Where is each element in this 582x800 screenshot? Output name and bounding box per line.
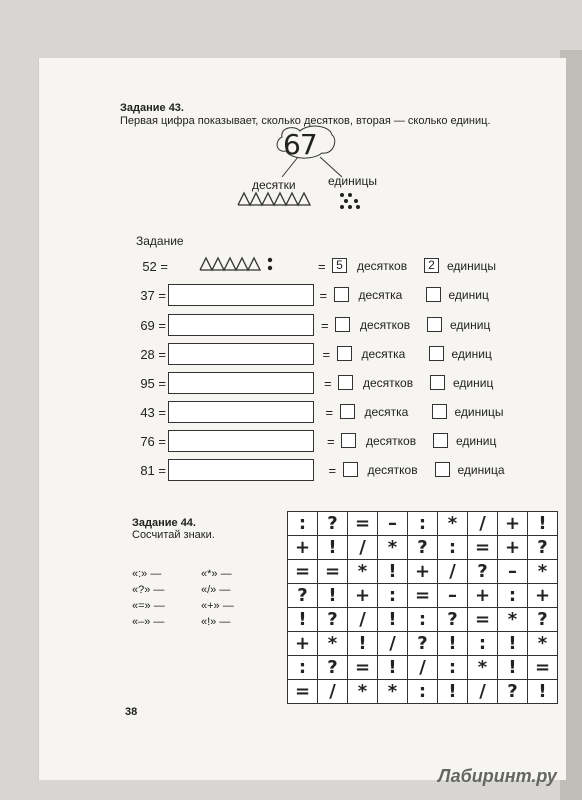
grid-cell: ! bbox=[348, 632, 378, 656]
grid-cell: ? bbox=[438, 608, 468, 632]
grid-cell: : bbox=[498, 584, 528, 608]
tens-answer-box[interactable] bbox=[334, 287, 349, 302]
units-answer-box[interactable] bbox=[430, 375, 445, 390]
units-word: единиц bbox=[451, 347, 492, 361]
grid-cell: ! bbox=[438, 632, 468, 656]
tens-word: десятков bbox=[363, 376, 414, 390]
tens-answer-box[interactable] bbox=[338, 375, 353, 390]
grid-cell: ? bbox=[468, 560, 498, 584]
legend-item: «*» — bbox=[201, 568, 232, 580]
grid-cell: = bbox=[468, 536, 498, 560]
example-tens-units-picture bbox=[198, 254, 288, 274]
equals-sign: = bbox=[324, 376, 332, 391]
tens-answer-box[interactable] bbox=[335, 317, 350, 332]
grid-cell: ? bbox=[528, 608, 558, 632]
units-answer-box[interactable] bbox=[426, 287, 441, 302]
tens-label: десятки bbox=[252, 178, 296, 192]
row-number-label: 81 = bbox=[140, 463, 166, 478]
tens-word: десятка bbox=[364, 405, 409, 419]
answer-field[interactable] bbox=[168, 284, 314, 306]
units-word: единицы bbox=[447, 259, 496, 273]
row-number-label: 95 = bbox=[140, 376, 166, 391]
tens-answer-box[interactable] bbox=[337, 346, 352, 361]
grid-cell: * bbox=[528, 632, 558, 656]
equals-sign: = bbox=[325, 405, 334, 420]
units-answer-box[interactable] bbox=[435, 462, 450, 477]
units-answer-box[interactable] bbox=[433, 433, 448, 448]
legend-item: «+» — bbox=[201, 600, 234, 612]
units-answer-box[interactable] bbox=[427, 317, 442, 332]
grid-cell: ! bbox=[378, 656, 408, 680]
grid-row bbox=[288, 560, 558, 584]
equals-sign: = bbox=[328, 463, 337, 478]
grid-cell: ! bbox=[498, 656, 528, 680]
legend-item: «!» — bbox=[201, 616, 231, 628]
tens-word: десятков bbox=[367, 463, 418, 477]
grid-cell: – bbox=[498, 560, 528, 584]
grid-cell: : bbox=[408, 512, 438, 536]
grid-cell: = bbox=[318, 560, 348, 584]
tens-answer-box[interactable] bbox=[340, 404, 355, 419]
equals-sign: = bbox=[319, 288, 328, 303]
grid-cell: : bbox=[438, 656, 468, 680]
tens-word: десятков bbox=[357, 259, 408, 273]
grid-cell: * bbox=[378, 680, 408, 704]
grid-cell: + bbox=[498, 512, 528, 536]
equals-sign: = bbox=[322, 347, 331, 362]
grid-cell: = bbox=[468, 608, 498, 632]
grid-cell: : bbox=[438, 536, 468, 560]
equals-sign: = bbox=[327, 434, 335, 449]
signs-grid bbox=[287, 511, 558, 704]
grid-row bbox=[288, 656, 558, 680]
grid-cell: = bbox=[348, 512, 378, 536]
grid-cell: ! bbox=[528, 512, 558, 536]
grid-row bbox=[288, 584, 558, 608]
grid-cell: * bbox=[348, 560, 378, 584]
example-diagram bbox=[230, 125, 400, 215]
grid-cell: / bbox=[348, 536, 378, 560]
legend-item: «:» — bbox=[132, 568, 162, 580]
answer-field[interactable] bbox=[168, 343, 314, 365]
units-word: единиц bbox=[450, 318, 491, 332]
grid-cell: + bbox=[528, 584, 558, 608]
grid-cell: * bbox=[498, 608, 528, 632]
example-number: 67 bbox=[283, 128, 317, 161]
row-number-label: 37 = bbox=[140, 288, 166, 303]
grid-cell: ! bbox=[318, 584, 348, 608]
grid-cell: : bbox=[288, 512, 318, 536]
grid-cell: ! bbox=[378, 560, 408, 584]
grid-cell: * bbox=[348, 680, 378, 704]
tens-word: десятка bbox=[361, 347, 406, 361]
grid-cell: + bbox=[288, 536, 318, 560]
units-answer-box[interactable]: 2 bbox=[424, 258, 439, 273]
grid-cell: : bbox=[408, 608, 438, 632]
grid-cell: + bbox=[408, 560, 438, 584]
grid-cell: ! bbox=[378, 608, 408, 632]
grid-cell: / bbox=[318, 680, 348, 704]
grid-row bbox=[288, 536, 558, 560]
grid-cell: / bbox=[348, 608, 378, 632]
grid-row bbox=[288, 512, 558, 536]
grid-cell: ! bbox=[498, 632, 528, 656]
equals-sign: = bbox=[318, 259, 326, 274]
legend-item: «/» — bbox=[201, 584, 231, 596]
grid-cell: / bbox=[468, 680, 498, 704]
grid-cell: ! bbox=[438, 680, 468, 704]
section-label: Задание bbox=[136, 234, 184, 248]
answer-field[interactable] bbox=[168, 314, 314, 336]
grid-cell: + bbox=[288, 632, 318, 656]
grid-cell: ? bbox=[318, 656, 348, 680]
units-word: единица bbox=[457, 463, 505, 477]
grid-cell: ? bbox=[318, 608, 348, 632]
grid-cell: : bbox=[408, 680, 438, 704]
grid-cell: * bbox=[318, 632, 348, 656]
grid-cell: = bbox=[288, 680, 318, 704]
tens-answer-box[interactable]: 5 bbox=[332, 258, 347, 273]
grid-cell: / bbox=[378, 632, 408, 656]
grid-row bbox=[288, 680, 558, 704]
grid-cell: ? bbox=[288, 584, 318, 608]
grid-cell: / bbox=[408, 656, 438, 680]
units-label: единицы bbox=[328, 174, 377, 188]
units-answer-box[interactable] bbox=[429, 346, 444, 361]
tens-answer-box[interactable] bbox=[341, 433, 356, 448]
grid-cell: = bbox=[348, 656, 378, 680]
grid-cell: : bbox=[468, 632, 498, 656]
units-word: единиц bbox=[453, 376, 494, 390]
grid-cell: + bbox=[498, 536, 528, 560]
answer-field[interactable] bbox=[168, 430, 314, 452]
grid-cell: ? bbox=[528, 536, 558, 560]
page-number: 38 bbox=[125, 706, 138, 718]
equals-sign: = bbox=[321, 318, 329, 333]
grid-cell: / bbox=[438, 560, 468, 584]
task44-description: Сосчитай знаки. bbox=[132, 529, 215, 541]
grid-cell: * bbox=[438, 512, 468, 536]
grid-cell: – bbox=[378, 512, 408, 536]
tens-answer-box[interactable] bbox=[343, 462, 358, 477]
watermark: Лабиринт.ру bbox=[438, 766, 557, 786]
row-number-label: 76 = bbox=[140, 434, 166, 449]
grid-cell: = bbox=[408, 584, 438, 608]
grid-cell: ? bbox=[318, 512, 348, 536]
grid-cell: : bbox=[288, 656, 318, 680]
grid-row bbox=[288, 632, 558, 656]
row-number-label: 69 = bbox=[140, 318, 166, 333]
legend-item: «–» — bbox=[132, 616, 165, 628]
answer-field[interactable] bbox=[168, 401, 314, 423]
tens-word: десятка bbox=[358, 288, 403, 302]
row-number-label: 52 = bbox=[142, 259, 168, 274]
legend-item: «?» — bbox=[132, 584, 165, 596]
grid-cell: * bbox=[468, 656, 498, 680]
grid-cell: ? bbox=[498, 680, 528, 704]
grid-cell: ! bbox=[288, 608, 318, 632]
legend-item: «=» — bbox=[132, 600, 165, 612]
grid-cell: = bbox=[288, 560, 318, 584]
grid-cell: ? bbox=[408, 536, 438, 560]
tens-word: десятков bbox=[360, 318, 411, 332]
task43-description: Первая цифра показывает, сколько десятков, вторая — сколько единиц. bbox=[120, 115, 491, 127]
row-number-label: 43 = bbox=[140, 405, 166, 420]
answer-field[interactable] bbox=[168, 459, 314, 481]
grid-cell: – bbox=[438, 584, 468, 608]
grid-cell: + bbox=[348, 584, 378, 608]
task44-title: Задание 44. bbox=[132, 517, 196, 529]
grid-row bbox=[288, 608, 558, 632]
units-answer-box[interactable] bbox=[432, 404, 447, 419]
task43-title: Задание 43. bbox=[120, 102, 184, 114]
grid-cell: = bbox=[528, 656, 558, 680]
grid-cell: + bbox=[468, 584, 498, 608]
units-word: единиц bbox=[448, 288, 489, 302]
grid-cell: * bbox=[378, 536, 408, 560]
grid-cell: * bbox=[528, 560, 558, 584]
units-word: единицы bbox=[454, 405, 504, 419]
grid-cell: / bbox=[468, 512, 498, 536]
grid-cell: ! bbox=[528, 680, 558, 704]
tens-word: десятков bbox=[366, 434, 417, 448]
grid-cell: ? bbox=[408, 632, 438, 656]
units-word: единиц bbox=[456, 434, 497, 448]
grid-cell: : bbox=[378, 584, 408, 608]
row-number-label: 28 = bbox=[140, 347, 166, 362]
grid-cell: ! bbox=[318, 536, 348, 560]
answer-field[interactable] bbox=[168, 372, 314, 394]
